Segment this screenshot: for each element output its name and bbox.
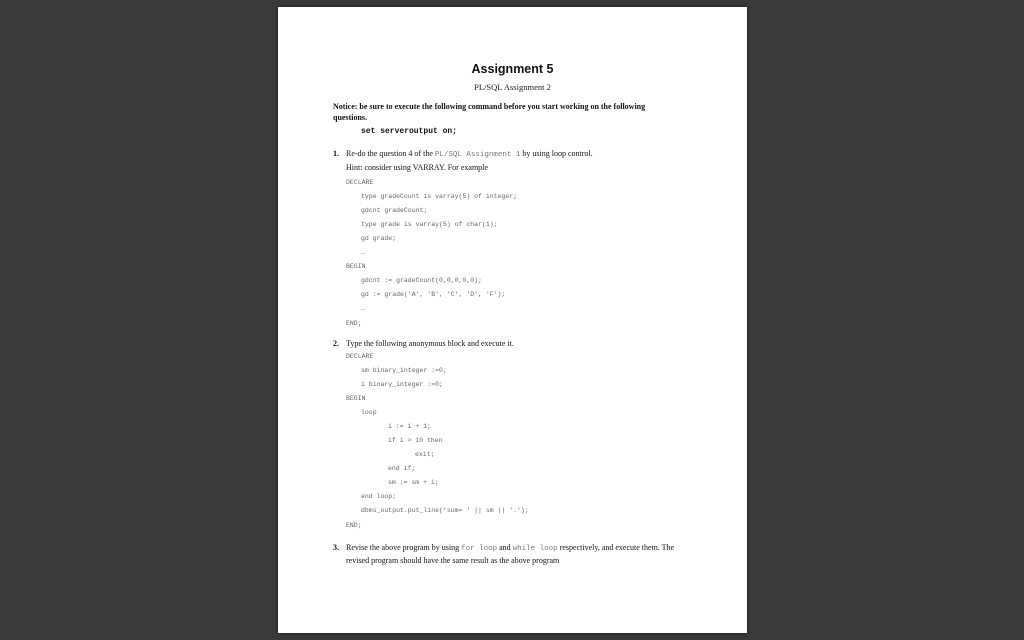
document-page	[278, 7, 747, 633]
notice-text: Notice: be sure to execute the following command before you start working on the following questions.	[333, 102, 646, 122]
code-line: gd := grade('A', 'B', 'C', 'D', 'F');	[361, 291, 506, 298]
code-line: if i > 10 then	[388, 437, 443, 444]
code-line: …	[361, 305, 365, 312]
code-line: BEGIN	[346, 263, 366, 270]
code-line: gd grade;	[361, 235, 397, 242]
code-line: sm := sm + i;	[388, 479, 439, 486]
code-line: end loop;	[361, 493, 397, 500]
inline-code: while loop	[512, 545, 558, 553]
code-line: i binary_integer :=0;	[361, 381, 443, 388]
question-number: 3.	[333, 543, 339, 552]
code-line: BEGIN	[346, 395, 366, 402]
question-3	[333, 542, 676, 566]
code-line: gdcnt gradeCount;	[361, 207, 428, 214]
hint-text: Hint: consider using VARRAY. For example	[346, 163, 488, 172]
inline-code: for loop	[461, 545, 498, 553]
question-text: Type the following anonymous block and execute it.	[346, 339, 514, 348]
question-number: 1.	[333, 149, 339, 158]
question-text: Re-do the question 4 of the	[346, 149, 435, 158]
inline-code: PL/SQL Assignment 1	[434, 151, 521, 159]
question-text: by using loop control.	[520, 149, 593, 158]
question-number: 2.	[333, 339, 339, 348]
page-title: Assignment 5	[471, 62, 554, 76]
code-line: type gradeCount is varray(5) of integer;	[361, 193, 518, 200]
code-line: DECLARE	[346, 179, 374, 186]
question-text: Revise the above program by using	[346, 543, 462, 552]
code-line: END;	[346, 320, 362, 327]
question-text: and	[497, 543, 513, 552]
code-line: i := i + 1;	[388, 423, 431, 430]
code-line: DECLARE	[346, 353, 374, 360]
question-1	[333, 148, 593, 161]
question-text: respectively, and execute them. The revised program should have the same result as the above program	[346, 543, 675, 565]
command-line: set serveroutput on;	[361, 127, 458, 136]
code-line: …	[361, 249, 365, 256]
code-line: type grade is varray(5) of char(1);	[361, 221, 498, 228]
code-line: END;	[346, 522, 362, 529]
page-subtitle: PL/SQL Assignment 2	[474, 82, 551, 92]
code-line: exit;	[415, 451, 435, 458]
question-2	[333, 338, 514, 349]
code-line: gdcnt := gradeCount(0,0,0,0,0);	[361, 277, 482, 284]
code-line: dbms_output.put_line('sum= ' || sm || '.');	[361, 507, 529, 514]
code-line: end if;	[388, 465, 416, 472]
code-line: loop	[361, 409, 377, 416]
code-line: sm binary_integer :=0;	[361, 367, 447, 374]
